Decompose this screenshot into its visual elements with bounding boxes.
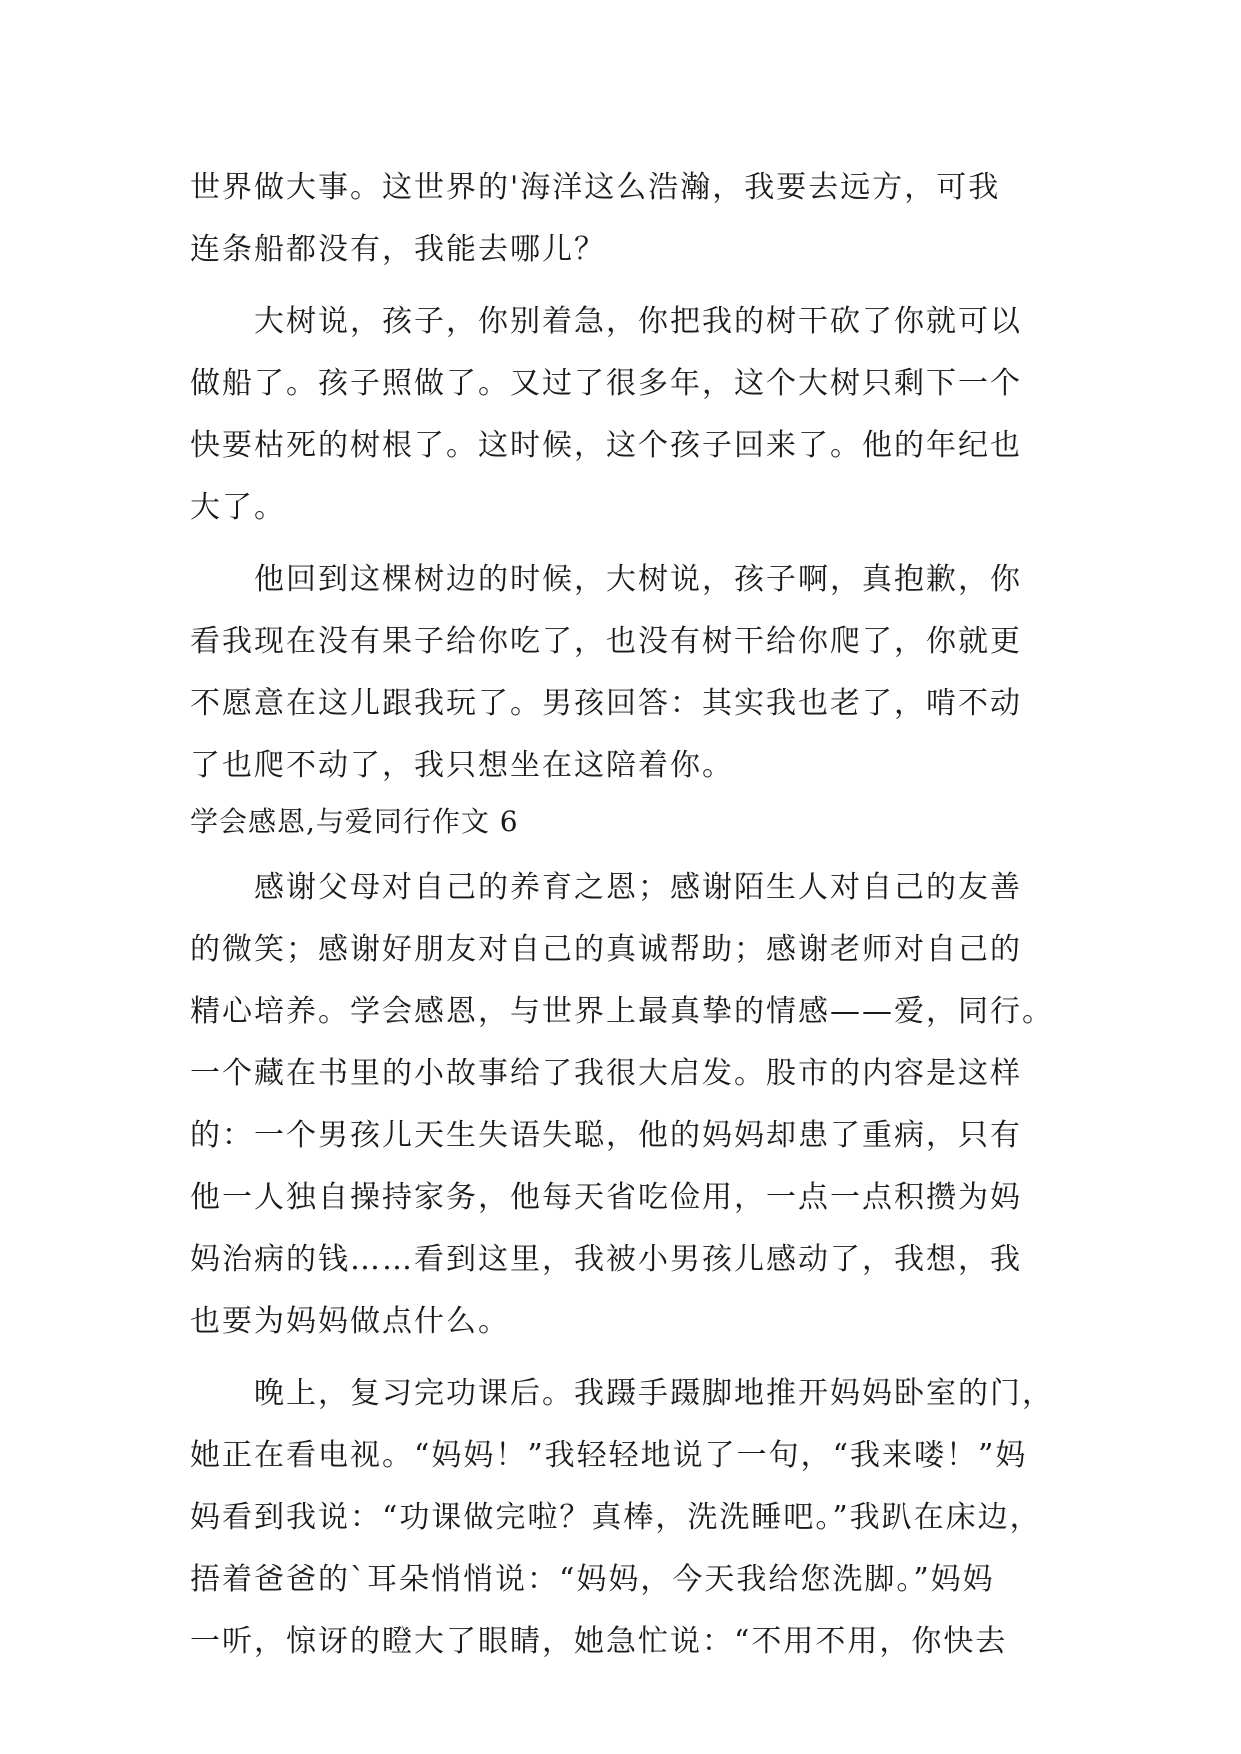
text-line: 他一人独自操持家务，他每天省吃俭用，一点一点积攒为妈 [190,1180,1022,1215]
text-line: 连条船都没有，我能去哪儿？ [190,232,606,267]
text-line: 一个藏在书里的小故事给了我很大启发。股市的内容是这样 [190,1056,1022,1091]
text-line: 她正在看电视。“妈妈！”我轻轻地说了一句，“我来喽！”妈 [190,1438,1028,1473]
text-line: 捂着爸爸的`耳朵悄悄说：“妈妈，今天我给您洗脚。”妈妈 [190,1562,995,1597]
paragraph-first-line: 他回到这棵树边的时候，大树说，孩子啊，真抱歉，你 [254,562,1022,597]
text-line: 妈治病的钱……看到这里，我被小男孩儿感动了，我想，我 [190,1242,1022,1277]
text-line: 的：一个男孩儿天生失语失聪，他的妈妈却患了重病，只有 [190,1118,1022,1153]
text-line: 做船了。孩子照做了。又过了很多年，这个大树只剩下一个 [190,366,1022,401]
paragraph-first-line: 感谢父母对自己的养育之恩；感谢陌生人对自己的友善 [254,870,1022,905]
text-line: 大了。 [190,490,286,525]
text-line: 不愿意在这儿跟我玩了。男孩回答：其实我也老了，啃不动 [190,686,1022,721]
text-line: 看我现在没有果子给你吃了，也没有树干给你爬了，你就更 [190,624,1022,659]
paragraph-first-line: 大树说，孩子，你别着急，你把我的树干砍了你就可以 [254,304,1022,339]
paragraph-first-line: 晚上，复习完功课后。我蹑手蹑脚地推开妈妈卧室的门， [254,1376,1054,1411]
text-line: 也要为妈妈做点什么。 [190,1304,510,1339]
text-line: 一听，惊讶的瞪大了眼睛，她急忙说：“不用不用，你快去 [190,1624,1008,1659]
text-line: 精心培养。学会感恩，与世界上最真挚的情感——爱，同行。 [190,994,1054,1029]
text-line: 妈看到我说：“功课做完啦？真棒，洗洗睡吧。”我趴在床边， [190,1500,1042,1535]
text-line: 的微笑；感谢好朋友对自己的真诚帮助；感谢老师对自己的 [190,932,1022,967]
text-line: 快要枯死的树根了。这时候，这个孩子回来了。他的年纪也 [190,428,1022,463]
text-line: 了也爬不动了，我只想坐在这陪着你。 [190,748,734,783]
section-heading: 学会感恩,与爱同行作文 6 [190,805,519,838]
text-line: 世界做大事。这世界的'海洋这么浩瀚，我要去远方，可我 [190,170,1001,205]
